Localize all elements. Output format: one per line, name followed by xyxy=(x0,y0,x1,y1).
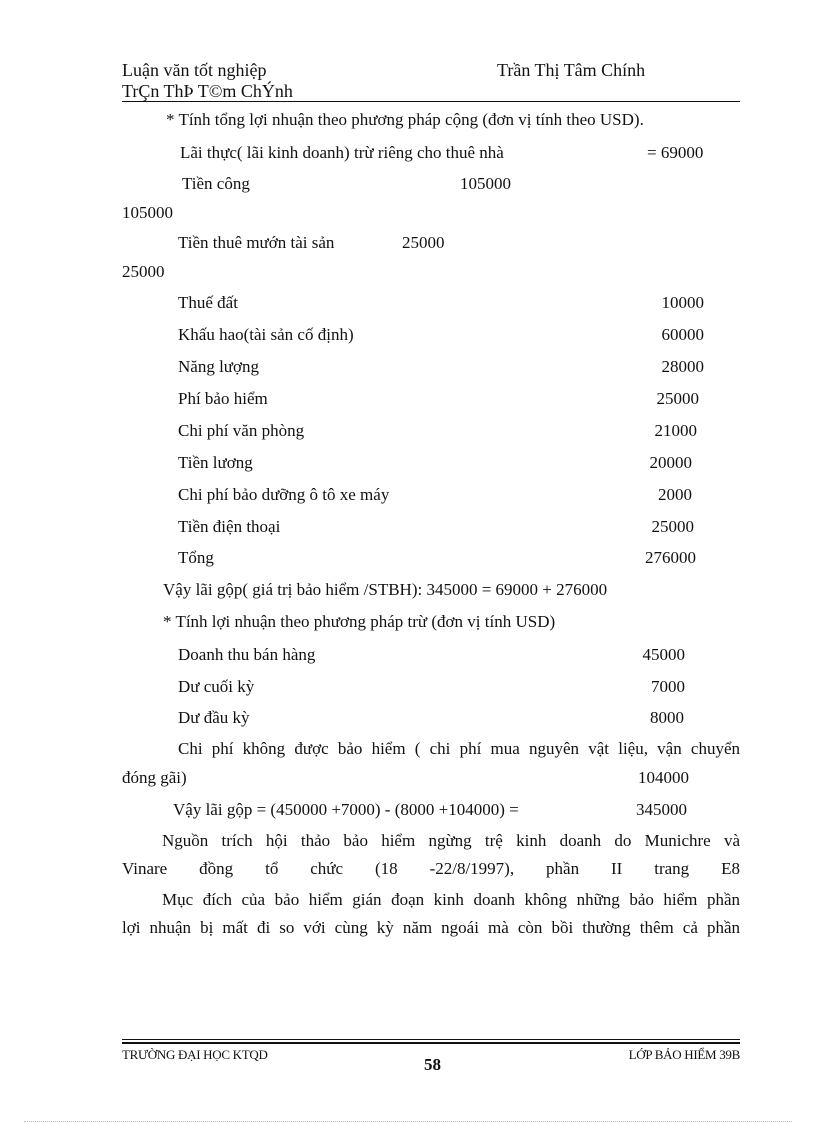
item-value: 25000 xyxy=(651,517,694,536)
item-label: Phí bảo hiểm xyxy=(178,389,268,408)
item2-label: Dư đầu kỳ xyxy=(178,708,250,727)
tien-cong-label: Tiền công xyxy=(182,174,250,193)
chi-phi-line2: đóng gãi) xyxy=(122,768,187,787)
thue-muon-label: Tiền thuê mướn tài sản xyxy=(178,233,335,252)
footer-rule-bottom xyxy=(122,1042,740,1044)
tien-cong-value: 105000 xyxy=(460,174,511,193)
footer-right: LỚP BẢO HIỂM 39B xyxy=(628,1047,740,1062)
header-left-sub: TrÇn ThÞ T©m ChÝnh xyxy=(122,81,293,101)
summary-subtractive-label: Vậy lãi gộp = (450000 +7000) - (8000 +104000) = xyxy=(173,800,519,819)
item-value: 25000 xyxy=(656,389,699,408)
item-label: Chi phí bảo dưỡng ô tô xe máy xyxy=(178,485,390,504)
item-value: 28000 xyxy=(661,357,704,376)
total-label: Tổng xyxy=(178,548,214,567)
heading-additive: * Tính tổng lợi nhuận theo phương pháp cộng (đơn vị tính theo USD). xyxy=(166,110,644,129)
header-left: Luận văn tốt nghiệp xyxy=(122,60,267,80)
heading-subtractive: * Tính lợi nhuận theo phương pháp trừ (đơn vị tính USD) xyxy=(163,612,556,631)
item-label: Tiền điện thoại xyxy=(178,517,281,536)
source-line1: Nguồn trích hội thảo bảo hiểm ngừng trệ kinh doanh do Munichre và xyxy=(162,831,740,850)
item2-value: 7000 xyxy=(651,677,685,696)
item2-label: Dư cuối kỳ xyxy=(178,677,255,696)
item-label: Khấu hao(tài sản cố định) xyxy=(178,325,354,344)
item-label: Chi phí văn phòng xyxy=(178,421,305,440)
lai-thuc-value: = 69000 xyxy=(647,143,704,162)
summary-subtractive-value: 345000 xyxy=(636,800,687,819)
item2-value: 45000 xyxy=(642,645,685,664)
header-rule xyxy=(122,101,740,102)
thue-muon-value: 25000 xyxy=(402,233,445,252)
header-right: Trần Thị Tâm Chính xyxy=(497,60,646,80)
summary-additive: Vậy lãi gộp( giá trị bảo hiểm /STBH): 345000 = 69000 + 276000 xyxy=(163,580,608,599)
item-value: 10000 xyxy=(661,293,704,312)
purpose-line2: lợi nhuận bị mất đi so với cùng kỳ năm ngoái mà còn bồi thường thêm cả phần xyxy=(122,918,740,937)
purpose-line1: Mục đích của bảo hiểm gián đoạn kinh doanh không những bảo hiểm phần xyxy=(162,890,740,909)
page-number: 58 xyxy=(424,1055,441,1074)
chi-phi-line1: Chi phí không được bảo hiểm ( chi phí mua nguyên vật liệu, vận chuyển xyxy=(178,739,740,758)
item-value: 2000 xyxy=(658,485,692,504)
footer-rule-top xyxy=(122,1039,740,1040)
lai-thuc-label: Lãi thực( lãi kinh doanh) trừ riêng cho thuê nhà xyxy=(180,143,504,162)
total-value: 276000 xyxy=(645,548,696,567)
item-value: 60000 xyxy=(661,325,704,344)
tien-cong-wrap: 105000 xyxy=(122,203,173,222)
footer-left: TRƯỜNG ĐẠI HỌC KTQD xyxy=(122,1047,268,1062)
item2-value: 8000 xyxy=(650,708,684,727)
item-label: Tiền lương xyxy=(178,453,253,472)
chi-phi-value: 104000 xyxy=(638,768,689,787)
item-label: Thuế đất xyxy=(178,293,238,312)
page-edge-divider xyxy=(24,1121,792,1122)
item-value: 21000 xyxy=(654,421,697,440)
thue-muon-wrap: 25000 xyxy=(122,262,165,281)
item-value: 20000 xyxy=(649,453,692,472)
source-line2: Vinare đồng tổ chức (18 -22/8/1997), phần II trang E8 xyxy=(122,859,740,878)
item2-label: Doanh thu bán hàng xyxy=(178,645,316,664)
item-label: Năng lượng xyxy=(178,357,259,376)
